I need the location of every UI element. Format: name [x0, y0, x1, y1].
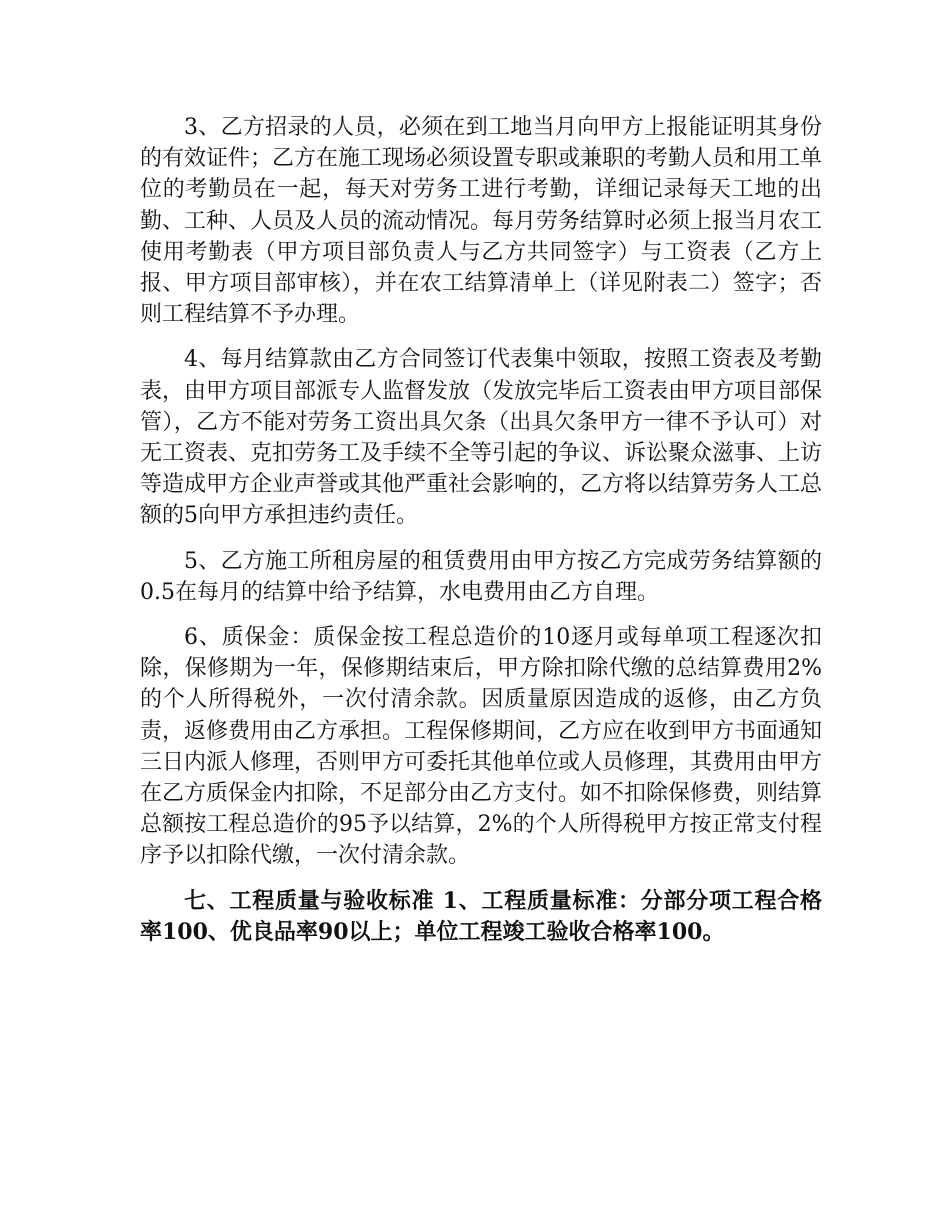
section-7-heading-paragraph: 七、工程质量与验收标准 1、工程质量标准：分部分项工程合格率100、优良品率90以上；单位工程竣工验收合格率100。 [140, 887, 822, 945]
document-body [140, 112, 822, 962]
paragraph-3: 3、乙方招录的人员，必须在到工地当月向甲方上报能证明其身份的有效证件；乙方在施工现场必须设置专职或兼职的考勤人员和用工单位的考勤员在一起，每天对劳务工进行考勤，详细记录每天工地的出勤、工种、人员及人员的流动情况。每月劳务结算时必须上报当月农工使用考勤表（甲方项目部负责人与乙方共同签字）与工资表（乙方上报、甲方项目部审核），并在农工结算清单上（详见附表二）签字；否则工程结算不予办理。 [140, 115, 823, 328]
paragraph-4: 4、每月结算款由乙方合同签订代表集中领取，按照工资表及考勤表，由甲方项目部派专人监督发放（发放完毕后工资表由甲方项目部保管），乙方不能对劳务工资出具欠条（出具欠条甲方一律不予认可）对无工资表、克扣劳务工及手续不全等引起的争议、诉讼聚众滋事、上访等造成甲方企业声誉或其他严重社会影响的，乙方将以结算劳务人工总额的5向甲方承担违约责任。 [140, 347, 823, 529]
paragraph-5: 5、乙方施工所租房屋的租赁费用由甲方按乙方完成劳务结算额的0.5在每月的结算中给予结算，水电费用由乙方自理。 [140, 548, 822, 605]
paragraph-6: 6、质保金：质保金按工程总造价的10逐月或每单项工程逐次扣除，保修期为一年，保修期结束后，甲方除扣除代缴的总结算费用2%的个人所得税外，一次付清余款。因质量原因造成的返修，由乙方负责，返修费用由乙方承担。工程保修期间，乙方应在收到甲方书面通知三日内派人修理，否则甲方可委托其他单位或人员修理，其费用由甲方在乙方质保金内扣除，不足部分由乙方支付。如不扣除保修费，则结算总额按工程总造价的95予以结算，2%的个人所得税甲方按正常支付程序予以扣除代缴，一次付清余款。 [140, 625, 823, 869]
